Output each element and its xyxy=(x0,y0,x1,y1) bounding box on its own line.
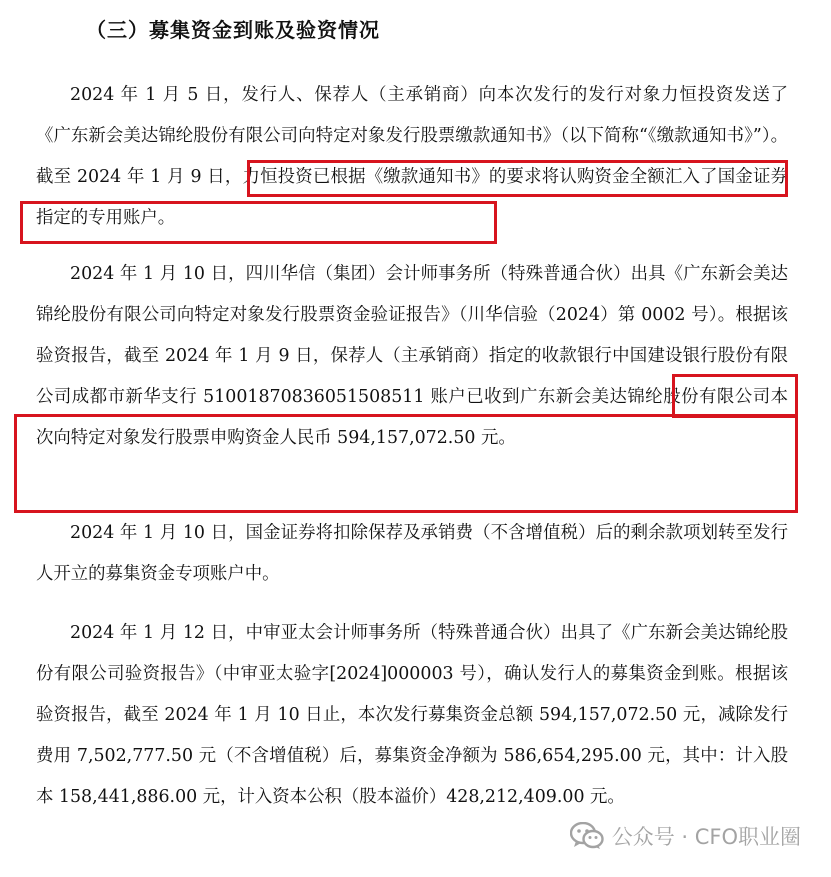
section-heading: （三）募集资金到账及验资情况 xyxy=(86,18,380,42)
watermark-text: 公众号 · CFO职业圈 xyxy=(611,825,801,849)
wechat-icon xyxy=(570,822,604,850)
paragraph-capital-verification: 2024 年 1 月 10 日，四川华信（集团）会计师事务所（特殊普通合伙）出具《广东新会美达锦纶股份有限公司向特定对象发行股票资金验证报告》（川华信验（2024）第 0002 号）。根据该验资报告，截至 2024 年 1 月 9 日，保荐人（主承销商）指定的收款银行中国建设银行股份有限公司成都市新华支行 51001870836051508511 账户已收到广东新会美达锦纶股份有限公司本次向特定对象发行股票申购资金人民币 594,157,072.50 元。 xyxy=(36,264,788,448)
paragraph-payment-notice: 2024 年 1 月 5 日，发行人、保荐人（主承销商）向本次发行的发行对象力恒投资发送了《广东新会美达锦纶股份有限公司向特定对象发行股票缴款通知书》（以下简称“《缴款通知书》”）。截至 2024 年 1 月 9 日，力恒投资已根据《缴款通知书》的要求将认购资金全额汇入了国金证券指定的专用账户。 xyxy=(36,85,788,228)
paragraph-fund-transfer: 2024 年 1 月 10 日，国金证券将扣除保荐及承销费（不含增值税）后的剩余款项划转至发行人开立的募集资金专项账户中。 xyxy=(36,523,788,584)
paragraph-audit-report: 2024 年 1 月 12 日，中审亚太会计师事务所（特殊普通合伙）出具了《广东新会美达锦纶股份有限公司验资报告》（中审亚太验字[2024]000003 号），确认发行人的募集资金到账。根据该验资报告，截至 2024 年 1 月 10 日止，本次发行募集资金总额 594,157,072.50 元，减除发行费用 7,502,777.50 元（不含增值税）后，募集资金净额为 586,654,295.00 元，其中：计入股本 158,441,886.00 元，计入资本公积（股本溢价）428,212,409.00 元。 xyxy=(36,623,788,807)
watermark xyxy=(570,821,801,851)
